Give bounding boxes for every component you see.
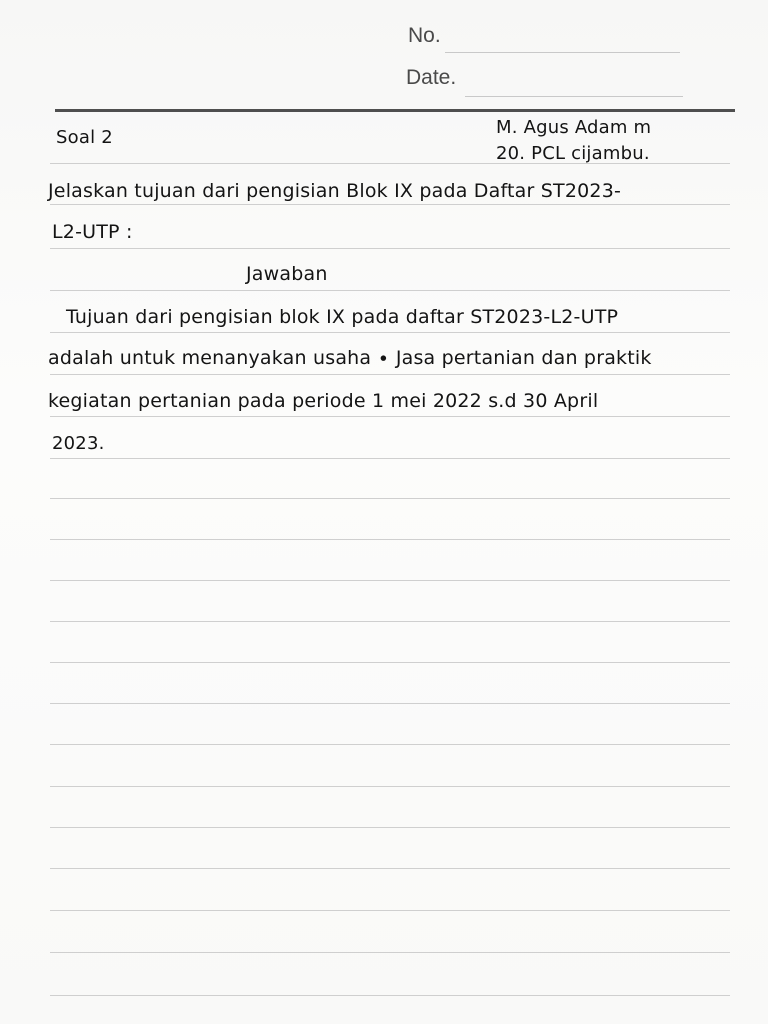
ruled-line	[50, 868, 730, 869]
question-line-1: Jelaskan tujuan dari pengisian Blok IX pada Daftar ST2023-	[48, 180, 622, 202]
ruled-line	[50, 580, 730, 581]
ruled-line	[50, 786, 730, 787]
author-role: 20. PCL cijambu.	[496, 143, 650, 164]
ruled-line	[50, 744, 730, 745]
ruled-line	[50, 248, 730, 249]
answer-line-2: adalah untuk menanyakan usaha ∙ Jasa pertanian dan praktik	[48, 347, 652, 369]
ruled-line	[50, 621, 730, 622]
ruled-line	[50, 662, 730, 663]
answer-line-3: kegiatan pertanian pada periode 1 mei 2022 s.d 30 April	[48, 390, 599, 412]
question-number: Soal 2	[56, 127, 113, 148]
no-line	[445, 52, 680, 53]
ruled-line	[50, 910, 730, 911]
ruled-line	[50, 374, 730, 375]
ruled-line	[50, 952, 730, 953]
ruled-line	[50, 539, 730, 540]
author-name: M. Agus Adam m	[496, 117, 652, 138]
answer-heading: Jawaban	[246, 263, 328, 285]
ruled-line	[50, 995, 730, 996]
ruled-line	[50, 827, 730, 828]
date-line	[465, 96, 683, 97]
date-label: Date.	[406, 66, 457, 89]
ruled-line	[50, 332, 730, 333]
ruled-line	[50, 290, 730, 291]
ruled-line	[50, 204, 730, 205]
answer-line-4: 2023.	[52, 433, 105, 454]
answer-line-1: Tujuan dari pengisian blok IX pada daftar ST2023-L2-UTP	[66, 306, 619, 328]
ruled-line	[50, 498, 730, 499]
no-label: No.	[408, 24, 441, 47]
question-line-2: L2-UTP :	[52, 221, 133, 243]
ruled-line	[50, 703, 730, 704]
header-divider	[55, 109, 735, 112]
ruled-line	[50, 416, 730, 417]
ruled-line	[50, 458, 730, 459]
